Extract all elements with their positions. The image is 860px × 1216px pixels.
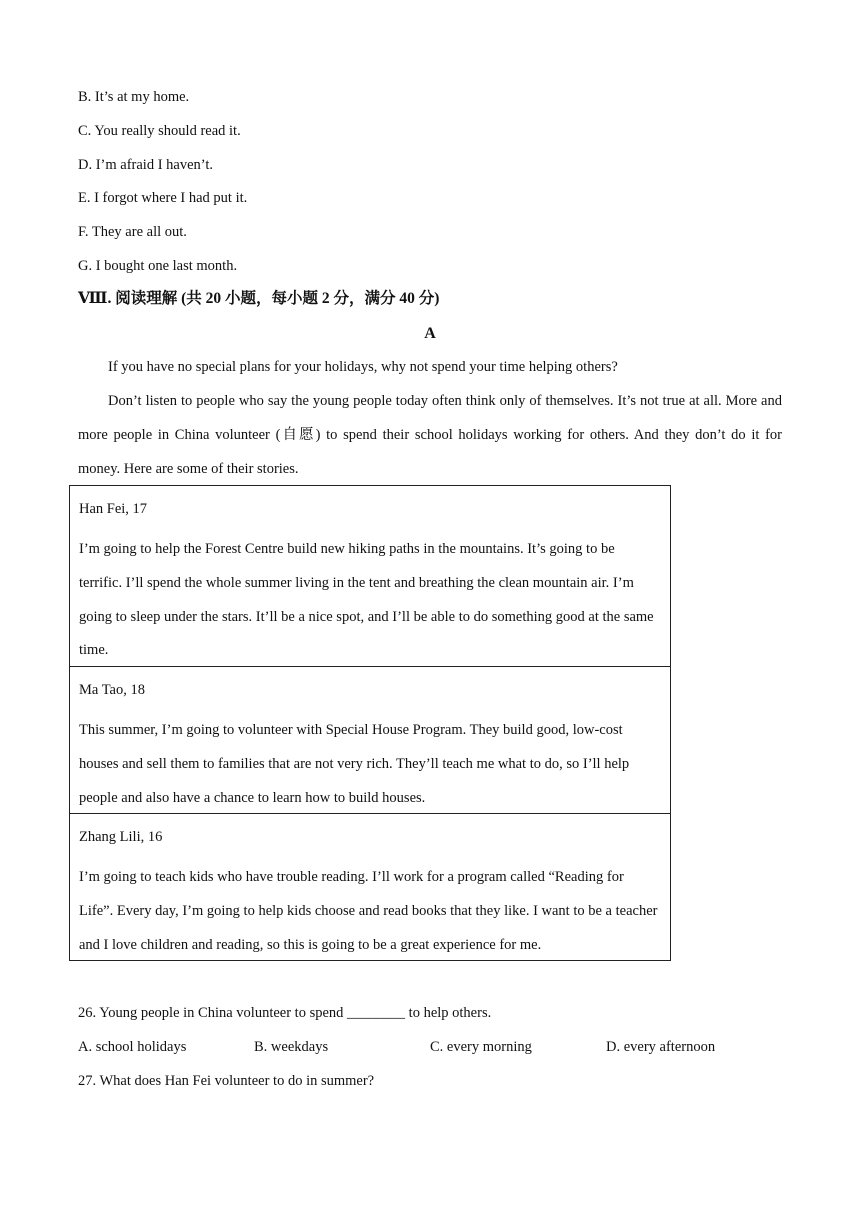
option-f: F. They are all out.	[78, 224, 187, 240]
story-cell	[70, 486, 670, 666]
story-name: Han Fei, 17	[79, 501, 148, 517]
option-b: B. It’s at my home.	[78, 89, 190, 105]
option-g: G. I bought one last month.	[78, 258, 238, 274]
story-text: This summer, I’m going to volunteer with Special House Program. They build good, low-cost houses and sell them to families that are not very rich. They’ll teach me what to do, so I’ll help people and also have a chance to learn how to build houses.	[79, 722, 630, 806]
question-26-option-b: B. weekdays	[254, 1039, 329, 1055]
passage-letter: A	[424, 325, 436, 342]
story-cell	[70, 666, 670, 814]
option-e: E. I forgot where I had put it.	[78, 190, 248, 206]
question-27: 27. What does Han Fei volunteer to do in summer?	[78, 1073, 375, 1089]
story-text: I’m going to teach kids who have trouble reading. I’ll work for a program called “Reading for Life”. Every day, I’m going to help kids choose and read books that they like. I want to be a teacher and I love children and reading, so this is going to be a great experience for me.	[79, 869, 658, 953]
story-text: I’m going to help the Forest Centre build new hiking paths in the mountains. It’s going to be terrific. I’ll spend the whole summer living in the tent and breathing the clean mountain air. I’m going to sleep under the stars. It’ll be a nice spot, and I’ll be able to do something good at the same time.	[79, 541, 654, 659]
option-c: C. You really should read it.	[78, 123, 241, 139]
question-26-option-c: C. every morning	[430, 1039, 532, 1055]
story-name: Ma Tao, 18	[79, 682, 145, 698]
story-name: Zhang Lili, 16	[79, 829, 163, 845]
stories-table	[69, 485, 671, 961]
story-cell	[70, 813, 670, 960]
question-26-option-a: A. school holidays	[78, 1039, 187, 1055]
passage-paragraph	[78, 385, 782, 486]
question-26: 26. Young people in China volunteer to spend ________ to help others.	[78, 1005, 492, 1021]
passage-intro-text: If you have no special plans for your holidays, why not spend your time helping others?	[108, 359, 618, 375]
question-26-option-d: D. every afternoon	[606, 1039, 716, 1055]
passage-intro	[78, 351, 782, 385]
passage-paragraph-text: Don’t listen to people who say the young people today often think only of themselves. It’s not true at all. More and more people in China volunteer (自愿) to spend their school holidays working for others. And they don’t do it for money. Here are some of their stories.	[78, 393, 782, 477]
section-heading: Ⅷ. 阅读理解 (共 20 小题，每小题 2 分，满分 40 分)	[78, 290, 440, 307]
option-d: D. I’m afraid I haven’t.	[78, 157, 214, 173]
